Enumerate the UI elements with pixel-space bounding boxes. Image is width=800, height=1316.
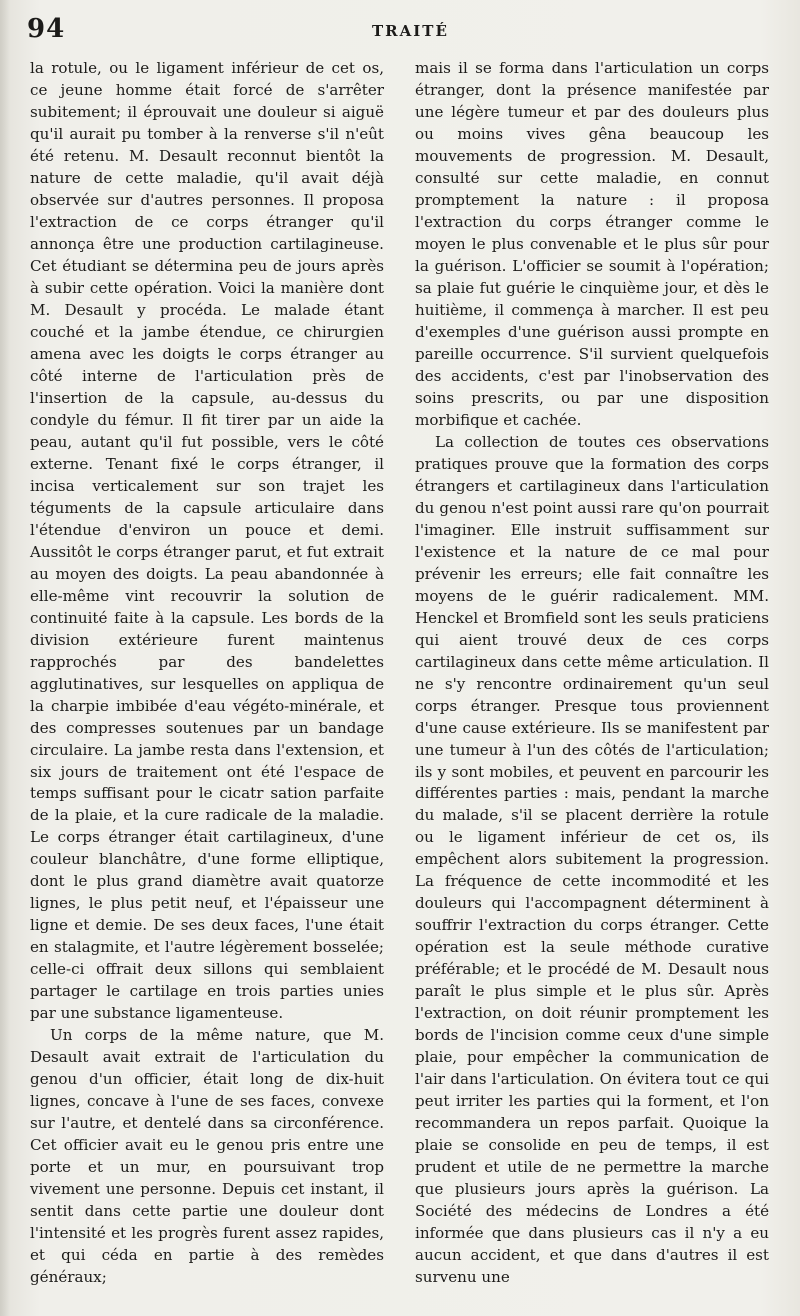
paragraph: Un corps de la même nature, que M. Desault avait extrait de l'articulation du genou d'un officier, était long de dix-huit lignes, concave à l'une de ses faces, convexe sur l'autre, et dentelé dans sa circonférence. Cet officier avait eu le genou pris entre une porte et un mur, en poursuivant trop vivement une personne. Depuis cet instant, il sentit dans cette partie une douleur dont l'intensité et les progrès furent assez rapides, et qui céda en partie à des remèdes généraux; [30, 1026, 384, 1287]
left-column [30, 58, 384, 1289]
right-column [415, 58, 769, 1289]
paragraph: La collection de toutes ces observations pratiques prouve que la formation des corps étrangers et cartilagineux dans l'articulation du genou n'est point aussi rare qu'on pourrait l'imaginer. Elle instruit suffisamment sur l'existence et la nature de ce mal pour prévenir les erreurs; elle fait connaître les moyens de le guérir radicalement. MM. Henckel et Bromfield sont les seuls praticiens qui aient trouvé deux de ces corps cartilagineux dans cette même articulation. Il ne s'y rencontre ordinairement qu'un seul corps étranger. Presque tous proviennent d'une cause extérieure. Ils se manifestent par une tumeur à l'un des côtés de l'articulation; ils y sont mobiles, et peuvent en parcourir les différentes parties : mais, pendant la marche du malade, s'il se placent derrière la rotule ou le ligament inférieur de cet os, ils empêchent alors subitement la progression. La fréquence de cette incommodité et les douleurs qui l'accompagnent déterminent à souffrir l'extraction du corps étranger. Cette opération est la seule méthode curative préférable; et le procédé de M. Desault nous paraît le plus simple et le plus sûr. Après l'extraction, on doit réunir promptement les bords de l'incision comme ceux d'une simple plaie, pour empêcher la communication de l'air dans l'articulation. On évitera tout ce qui peut irriter les parties qui la forment, et l'on recommandera un repos parfait. Quoique la plaie se consolide en peu de temps, il est prudent et utile de ne permettre la marche que plusieurs jours après la guérison. La Société des médecins de Londres a été informée que dans plusieurs cas il n'y a eu aucun accident, et que dans d'autres il est survenu une [415, 432, 769, 1287]
paragraph: la rotule, ou le ligament inférieur de cet os, ce jeune homme était forcé de s'arrêter subitement; il éprouvait une douleur si aiguë qu'il aurait pu tomber à la renverse s'il n'eût été retenu. M. Desault reconnut bientôt la nature de cette maladie, qu'il avait déjà observée sur d'autres personnes. Il proposa l'extraction de ce corps étranger qu'il annonça être une production cartilagineuse. Cet étudiant se détermina peu de jours après à subir cette opération. Voici la manière dont M. Desault y procéda. Le malade étant couché et la jambe étendue, ce chirurgien amena avec les doigts le corps étranger au côté interne de l'articulation près de l'insertion de la capsule, au-dessus du condyle du fémur. Il fit tirer par un aide la peau, autant qu'il fut possible, vers le côté externe. Tenant fixé le corps étranger, il incisa verticalement sur son trajet les téguments de la capsule articulaire dans l'étendue d'environ un pouce et demi. Aussitôt le corps étranger parut, et fut extrait au moyen des doigts. La peau abandonnée à elle-même vint recouvrir la solution de continuité faite à la capsule. Les bords de la division extérieure furent maintenus rapprochés par des bandelettes agglutinatives, sur lesquelles on appliqua de la charpie imbibée d'eau végéto-minérale, et des compresses soutenues par un bandage circulaire. La jambe resta dans l'extension, et six jours de traitement ont été l'espace de temps suffisant pour le cicatr sation parfaite de la plaie, et la cure radicale de la maladie. Le corps étranger était cartilagineux, d'une couleur blanchâtre, d'une forme elliptique, dont le plus grand diamètre avait quatorze lignes, le plus petit neuf, et l'épaisseur une ligne et demie. De ses deux faces, l'une était en stalagmite, et l'autre légèrement bosselée; celle-ci offrait deux sillons qui semblaient partager le cartilage en trois parties unies par une substance ligamenteuse. [30, 59, 384, 1023]
paragraph: mais il se forma dans l'articulation un corps étranger, dont la présence manifestée par une légère tumeur et par des douleurs plus ou moins vives gêna beaucoup les mouvements de progression. M. Desault, consulté sur cette maladie, en connut promptement la nature : il proposa l'extraction du corps étranger comme le moyen le plus convenable et le plus sûr pour la guérison. L'officier se soumit à l'opération; sa plaie fut guérie le cinquième jour, et dès le huitième, il commença à marcher. Il est peu d'exemples d'une guérison aussi prompte en pareille occurrence. S'il survient quelquefois des accidents, c'est par l'inobservation des soins prescrits, ou par une disposition morbifique et cachée. [415, 59, 769, 429]
binding-shadow [0, 0, 10, 1316]
page-header [0, 14, 800, 50]
running-title: TRAITÉ [372, 22, 449, 40]
page-number: 94 [27, 14, 66, 44]
